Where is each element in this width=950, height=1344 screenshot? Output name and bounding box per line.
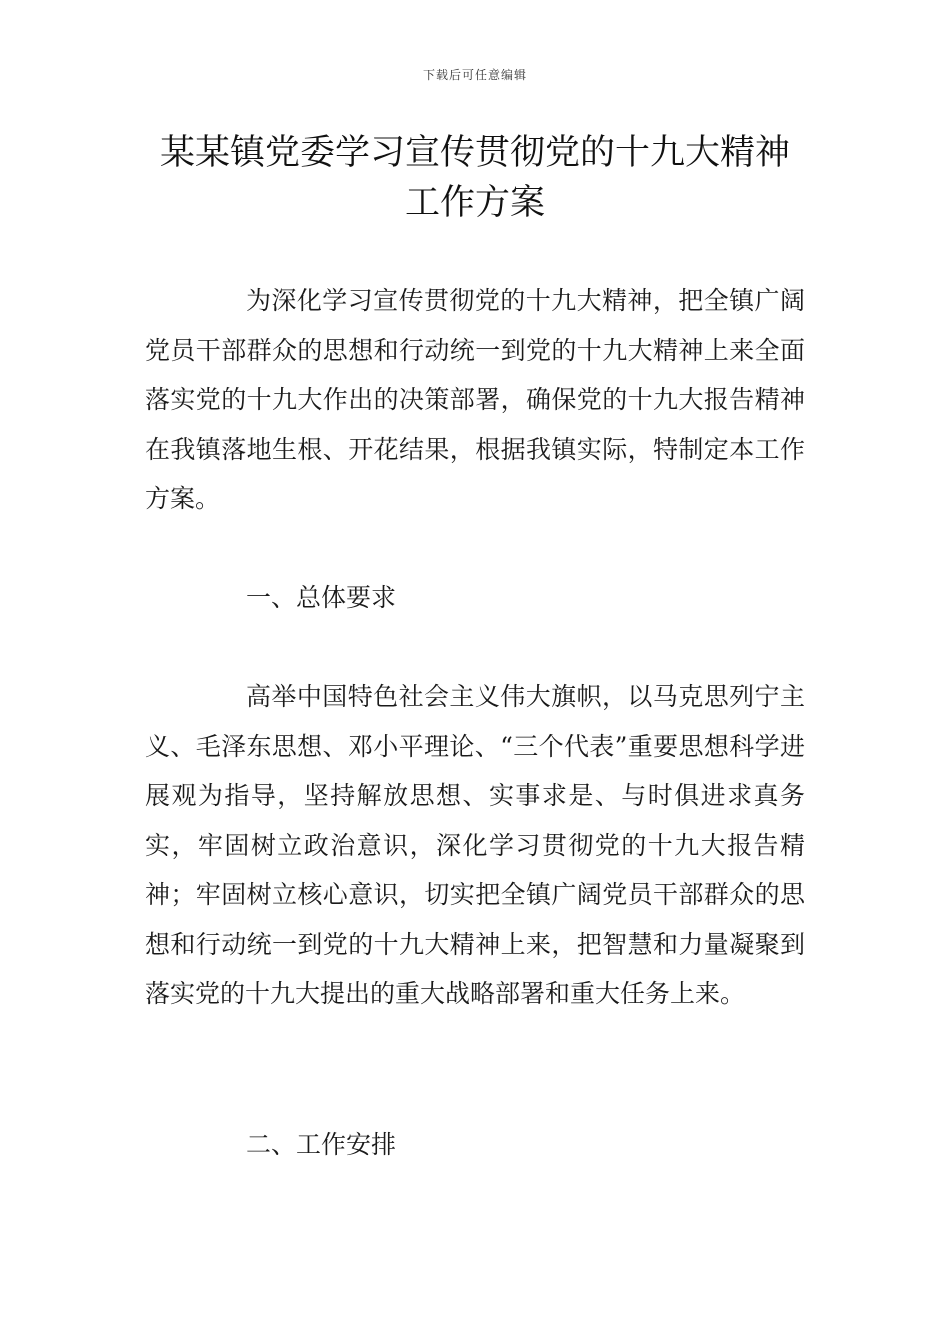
title-line-2: 工作方案 <box>404 183 545 223</box>
intro-paragraph: 为深化学习宣传贯彻党的十九大精神，把全镇广阔党员干部群众的思想和行动统一到党的十九大精神上来全面落实党的十九大作出的决策部署，确保党的十九大报告精神在我镇落地生根、开花结果，根据我镇实际，特制定本工作方案。 <box>145 286 805 513</box>
general-requirements-paragraph: 高举中国特色社会主义伟大旗帜，以马克思列宁主义、毛泽东思想、邓小平理论、“三个代表”重要思想科学进展观为指导，坚持解放思想、实事求是、与时俱进求真务实，牢固树立政治意识，深化学习贯彻党的十九大报告精神；牢固树立核心意识，切实把全镇广阔党员干部群众的思想和行动统一到党的十九大精神上来，把智慧和力量凝聚到落实党的十九大提出的重大战略部署和重大任务上来。 <box>145 682 805 1008</box>
section-heading-general-requirements: 一、总体要求 <box>246 583 397 612</box>
header-note: 下载后可任意编辑 <box>422 68 527 82</box>
title-line-1: 某某镇党委学习宣传贯彻党的十九大精神 <box>159 133 790 173</box>
section-heading-work-arrangement: 二、工作安排 <box>246 1130 397 1159</box>
document-title <box>120 128 830 228</box>
